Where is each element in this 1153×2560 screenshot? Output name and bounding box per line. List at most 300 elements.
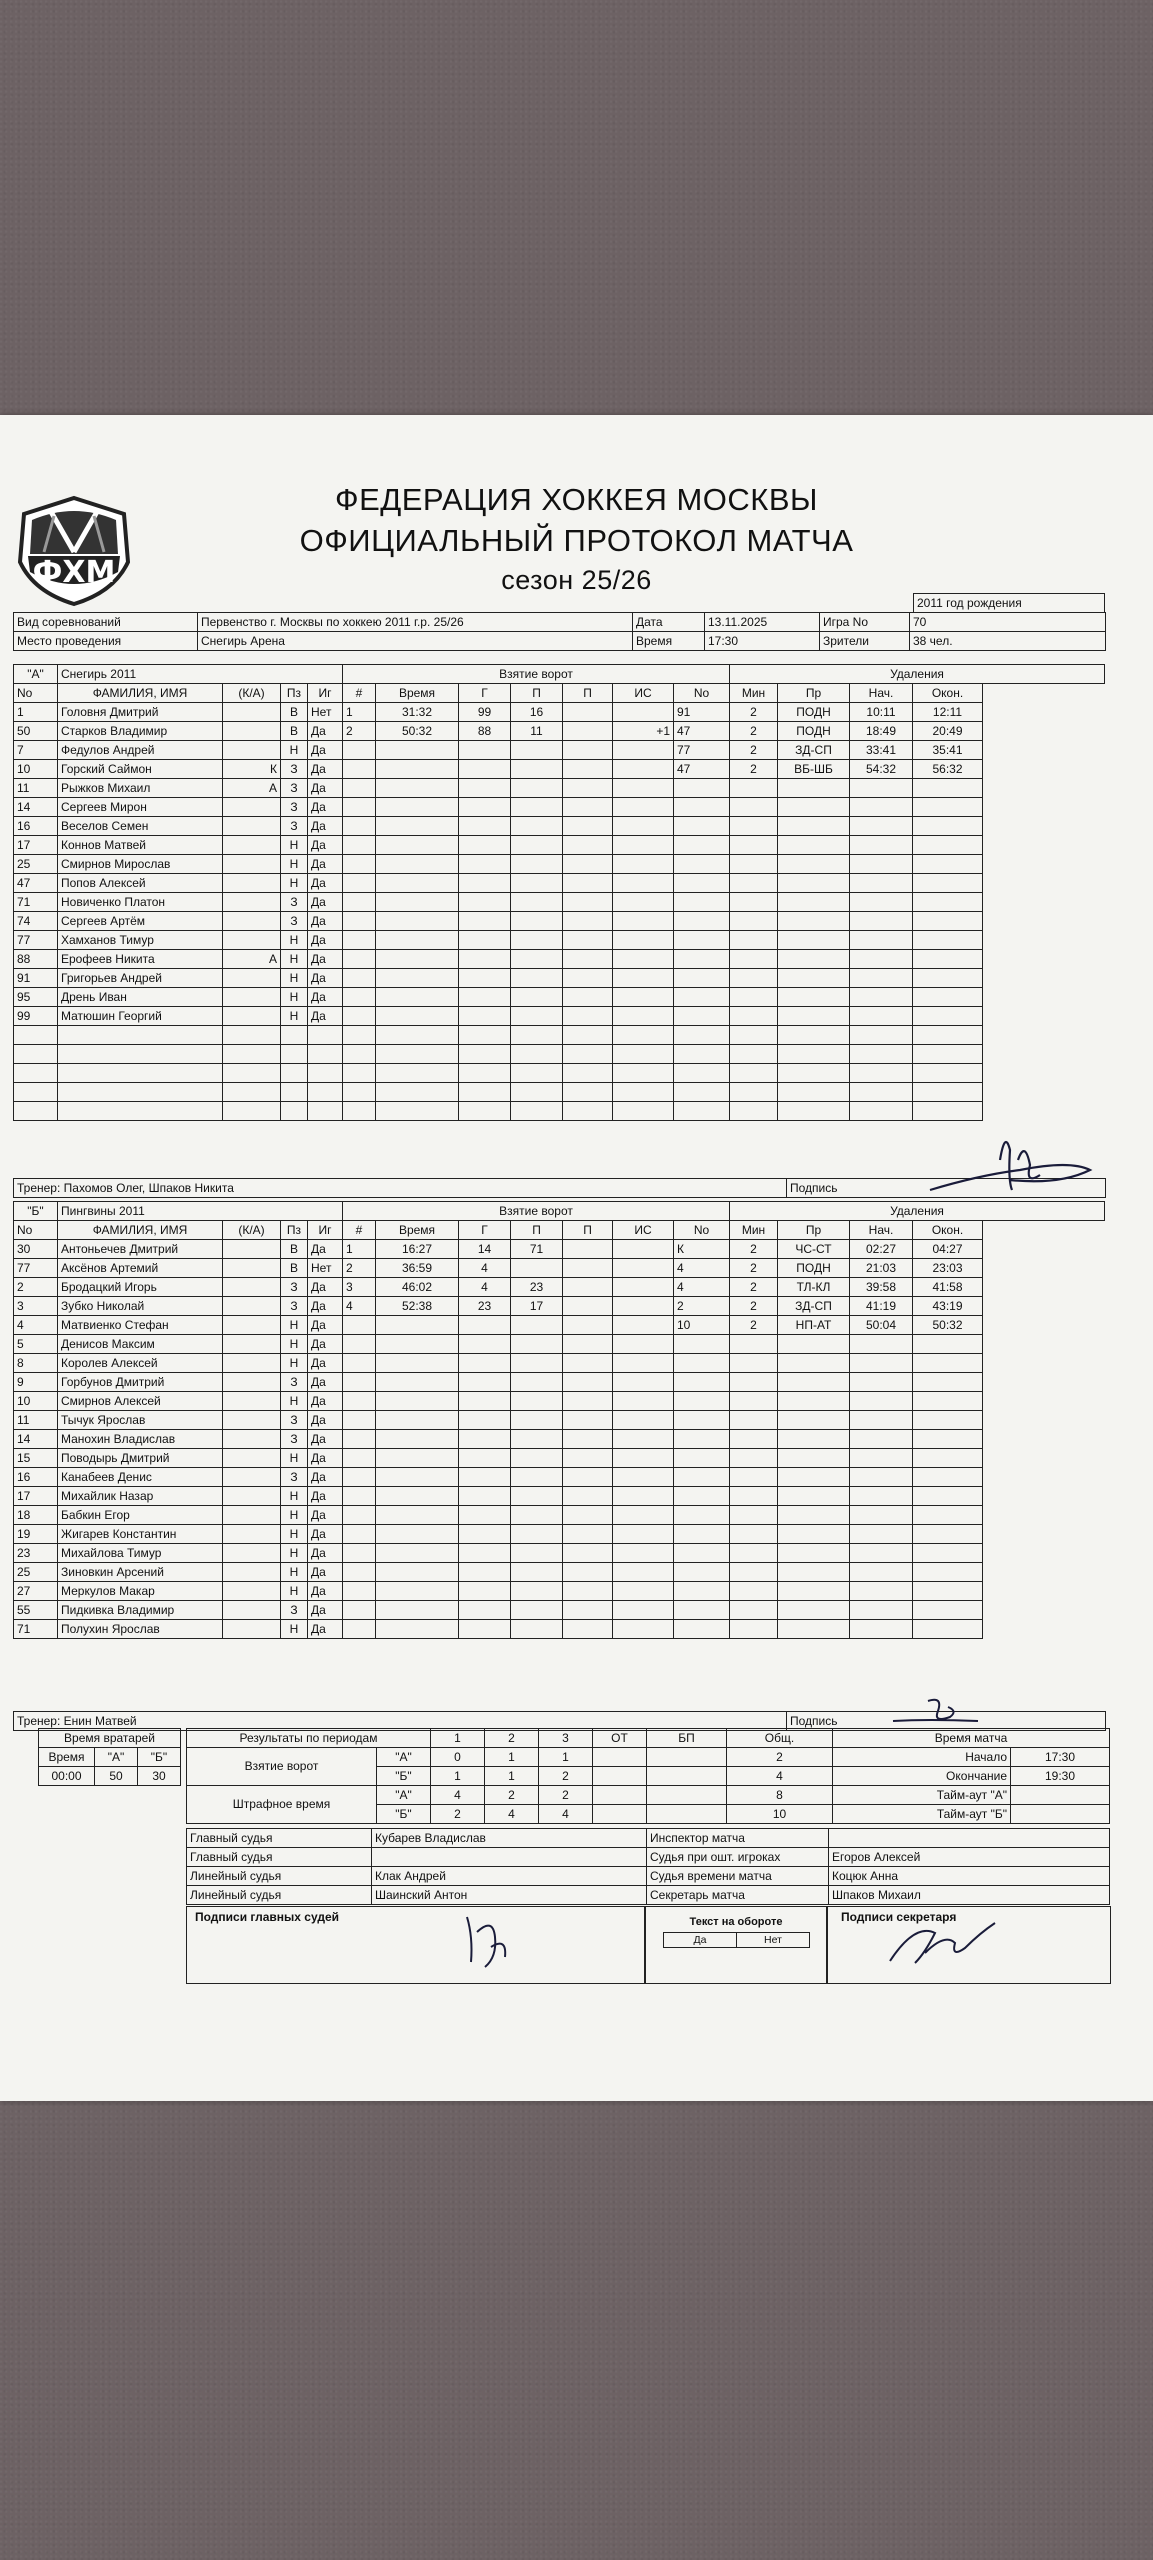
goal-assist-2 <box>563 988 613 1007</box>
penalty-player <box>674 1102 730 1121</box>
penalty-minutes: 2 <box>730 1316 778 1335</box>
penalty-start <box>850 779 913 798</box>
penalty-end <box>913 1373 983 1392</box>
penalty-end <box>913 1026 983 1045</box>
player-name: Сергеев Артём <box>58 912 223 931</box>
player-played <box>308 1064 343 1083</box>
team_b-col-start: Нач. <box>850 1221 913 1240</box>
penalty-end <box>913 893 983 912</box>
goal-scorer <box>459 1468 511 1487</box>
goal-assist-1 <box>511 931 563 950</box>
goal-situation <box>613 1468 674 1487</box>
player-name <box>58 1102 223 1121</box>
penalty-reason <box>778 1487 850 1506</box>
table-row <box>14 1601 1105 1620</box>
main-refs-sign-label: Подписи главных судей <box>195 1910 340 1924</box>
penalty-reason <box>778 1544 850 1563</box>
secretary-value: Шпаков Михаил <box>829 1886 1110 1905</box>
player-name: Бабкин Егор <box>58 1506 223 1525</box>
team_a-col-name: ФАМИЛИЯ, ИМЯ <box>58 684 223 703</box>
player-played: Да <box>308 1240 343 1259</box>
goal-scorer <box>459 969 511 988</box>
player-name: Денисов Максим <box>58 1335 223 1354</box>
meta-table <box>13 612 1106 651</box>
goal-assist-2 <box>563 1563 613 1582</box>
player-position: З <box>281 779 308 798</box>
goal-scorer <box>459 1506 511 1525</box>
player-position: Н <box>281 1392 308 1411</box>
player-position: З <box>281 893 308 912</box>
goal-scorer <box>459 1083 511 1102</box>
player-played: Да <box>308 1373 343 1392</box>
goal-assist-2 <box>563 1601 613 1620</box>
penalty-end <box>913 1506 983 1525</box>
player-name: Королев Алексей <box>58 1354 223 1373</box>
player-position: Н <box>281 874 308 893</box>
player-position: З <box>281 817 308 836</box>
penalty-reason <box>778 1064 850 1083</box>
goal-situation <box>613 1430 674 1449</box>
player-role <box>223 1430 281 1449</box>
goal-no <box>343 1601 376 1620</box>
player-position: В <box>281 1259 308 1278</box>
goal-assist-1 <box>511 1525 563 1544</box>
team_b-col-time: Время <box>376 1221 459 1240</box>
penalty-end: 56:32 <box>913 760 983 779</box>
penalty-player <box>674 855 730 874</box>
player-role <box>223 1297 281 1316</box>
penalty-reason <box>778 1506 850 1525</box>
penalty-end <box>913 931 983 950</box>
penalty-end: 04:27 <box>913 1240 983 1259</box>
penalty-minutes <box>730 1083 778 1102</box>
player-no <box>14 1026 58 1045</box>
penalty-end: 12:11 <box>913 703 983 722</box>
time-value: 17:30 <box>705 632 820 651</box>
player-name: Зубко Николай <box>58 1297 223 1316</box>
penalty-player <box>674 817 730 836</box>
penalty-minutes <box>730 1525 778 1544</box>
goal-assist-2 <box>563 1487 613 1506</box>
penalty-player <box>674 988 730 1007</box>
penalty-minutes <box>730 1544 778 1563</box>
player-position: Н <box>281 931 308 950</box>
goalie-a-label: "А" <box>95 1748 138 1767</box>
team_b-col-g: Г <box>459 1221 511 1240</box>
team_b-col-is: ИС <box>613 1221 674 1240</box>
table-row <box>14 836 1105 855</box>
penalty-start <box>850 1354 913 1373</box>
birth-year-box <box>913 593 1105 613</box>
line-ref-label: Линейный судья <box>187 1867 372 1886</box>
goal-assist-2 <box>563 950 613 969</box>
team_a-col-hash: # <box>343 684 376 703</box>
player-no <box>14 1064 58 1083</box>
goal-situation <box>613 912 674 931</box>
goal-assist-2 <box>563 1278 613 1297</box>
goal-assist-1: 23 <box>511 1278 563 1297</box>
goal-assist-1 <box>511 1563 563 1582</box>
player-played: Нет <box>308 703 343 722</box>
goal-assist-2 <box>563 1373 613 1392</box>
player-no: 27 <box>14 1582 58 1601</box>
goal-time <box>376 931 459 950</box>
penalty-player <box>674 798 730 817</box>
penalty-start <box>850 1487 913 1506</box>
penalty-reason <box>778 855 850 874</box>
goal-assist-2 <box>563 1102 613 1121</box>
player-role <box>223 703 281 722</box>
player-name: Смирнов Алексей <box>58 1392 223 1411</box>
penalty-start <box>850 893 913 912</box>
end-label: Окончание <box>833 1767 1011 1786</box>
player-position: Н <box>281 741 308 760</box>
penalty-reason <box>778 1102 850 1121</box>
line-ref-1: Клак Андрей <box>372 1867 647 1886</box>
penalty-reason: ЧС-СТ <box>778 1240 850 1259</box>
player-played: Да <box>308 798 343 817</box>
player-role <box>223 1601 281 1620</box>
player-position: З <box>281 1601 308 1620</box>
goal-no: 2 <box>343 722 376 741</box>
goal-assist-1 <box>511 1259 563 1278</box>
table-row <box>14 988 1105 1007</box>
main-refs-sign-box <box>186 1906 646 1984</box>
start-value: 17:30 <box>1011 1748 1110 1767</box>
goal-time <box>376 1468 459 1487</box>
player-played: Нет <box>308 1259 343 1278</box>
goal-assist-2 <box>563 1620 613 1639</box>
player-no <box>14 1083 58 1102</box>
penalty-minutes <box>730 836 778 855</box>
penalty-start <box>850 931 913 950</box>
player-no: 5 <box>14 1335 58 1354</box>
goal-no <box>343 1316 376 1335</box>
goal-scorer <box>459 1601 511 1620</box>
goal-assist-2 <box>563 1316 613 1335</box>
goal-time <box>376 1525 459 1544</box>
player-no: 47 <box>14 874 58 893</box>
player-position: Н <box>281 1620 308 1639</box>
player-played: Да <box>308 855 343 874</box>
player-role <box>223 1525 281 1544</box>
player-no: 25 <box>14 855 58 874</box>
penalty-start: 33:41 <box>850 741 913 760</box>
penalty-player <box>674 1525 730 1544</box>
goal-scorer <box>459 1392 511 1411</box>
penalty-end <box>913 1449 983 1468</box>
penalty-end <box>913 1392 983 1411</box>
penalty-minutes <box>730 1411 778 1430</box>
goal-assist-2 <box>563 779 613 798</box>
goal-scorer <box>459 1525 511 1544</box>
goal-assist-1 <box>511 1430 563 1449</box>
player-position: В <box>281 703 308 722</box>
time-label: Время <box>633 632 705 651</box>
player-role <box>223 969 281 988</box>
penalty-minutes: 2 <box>730 722 778 741</box>
player-role <box>223 1392 281 1411</box>
team_b-col-pz: Пз <box>281 1221 308 1240</box>
penalty-end <box>913 1411 983 1430</box>
penalty-player <box>674 779 730 798</box>
penalty-start: 39:58 <box>850 1278 913 1297</box>
table-row <box>14 912 1105 931</box>
player-role <box>223 988 281 1007</box>
table-row <box>14 1102 1105 1121</box>
penalty-start <box>850 1102 913 1121</box>
team_b-goals-title: Взятие ворот <box>343 1202 730 1221</box>
goal-no <box>343 1525 376 1544</box>
table-row <box>14 969 1105 988</box>
player-played: Да <box>308 1563 343 1582</box>
goal-no <box>343 741 376 760</box>
penalty-start <box>850 874 913 893</box>
player-role: А <box>223 950 281 969</box>
goal-time <box>376 1563 459 1582</box>
results-title: Результаты по периодам <box>187 1729 431 1748</box>
team_a-col-pr: Пр <box>778 684 850 703</box>
penalty-start <box>850 1449 913 1468</box>
goalie-time-label: Время <box>39 1748 95 1767</box>
player-position: Н <box>281 988 308 1007</box>
table-row <box>14 1064 1105 1083</box>
penalty-start: 10:11 <box>850 703 913 722</box>
results-row <box>187 1748 833 1767</box>
penalty-minutes: 2 <box>730 703 778 722</box>
match-protocol-sheet <box>0 415 1153 2101</box>
player-position: Н <box>281 950 308 969</box>
penalty-player: 47 <box>674 722 730 741</box>
team_b-letter: "Б" <box>14 1202 58 1221</box>
penalty-player <box>674 1449 730 1468</box>
penalty-player <box>674 931 730 950</box>
start-label: Начало <box>833 1748 1011 1767</box>
penalty-start <box>850 855 913 874</box>
player-played <box>308 1102 343 1121</box>
goal-assist-1 <box>511 1102 563 1121</box>
table-row <box>14 760 1105 779</box>
player-no: 17 <box>14 1487 58 1506</box>
penalty-player <box>674 1045 730 1064</box>
federation-title: ФЕДЕРАЦИЯ ХОККЕЯ МОСКВЫ <box>335 482 818 517</box>
player-played: Да <box>308 988 343 1007</box>
inspector-value <box>829 1829 1110 1848</box>
goal-situation <box>613 1411 674 1430</box>
penalty-minutes <box>730 1335 778 1354</box>
goal-scorer <box>459 1449 511 1468</box>
player-name: Антоньечев Дмитрий <box>58 1240 223 1259</box>
penalty-start <box>850 1083 913 1102</box>
goal-scorer <box>459 1582 511 1601</box>
penalty-minutes: 2 <box>730 760 778 779</box>
penalty-player <box>674 1430 730 1449</box>
goal-time <box>376 1487 459 1506</box>
penalty-start <box>850 1026 913 1045</box>
player-played: Да <box>308 874 343 893</box>
player-no: 30 <box>14 1240 58 1259</box>
player-name: Канабеев Денис <box>58 1468 223 1487</box>
player-played: Да <box>308 912 343 931</box>
penalty-minutes <box>730 874 778 893</box>
player-name <box>58 1045 223 1064</box>
goal-time <box>376 1007 459 1026</box>
goal-scorer: 4 <box>459 1278 511 1297</box>
penalty-start <box>850 1563 913 1582</box>
team_b-col-ig: Иг <box>308 1221 343 1240</box>
goal-scorer <box>459 1354 511 1373</box>
penalty-player: 2 <box>674 1297 730 1316</box>
goal-assist-1 <box>511 893 563 912</box>
table-row <box>14 1083 1105 1102</box>
goal-assist-1 <box>511 760 563 779</box>
goal-no <box>343 1563 376 1582</box>
goal-situation <box>613 1240 674 1259</box>
goal-assist-2 <box>563 912 613 931</box>
player-position: Н <box>281 855 308 874</box>
goal-assist-2 <box>563 1259 613 1278</box>
goal-assist-1 <box>511 741 563 760</box>
penalty-reason <box>778 969 850 988</box>
player-position <box>281 1064 308 1083</box>
goal-assist-2 <box>563 703 613 722</box>
player-played: Да <box>308 950 343 969</box>
player-name: Новиченко Платон <box>58 893 223 912</box>
table-row <box>14 1620 1105 1639</box>
player-played: Да <box>308 1316 343 1335</box>
team_b-col-ka: (К/А) <box>223 1221 281 1240</box>
season-label: сезон 25/26 <box>501 565 652 595</box>
penalty-minutes <box>730 1007 778 1026</box>
reverse-yes: Да <box>664 1933 737 1948</box>
goal-assist-1 <box>511 1411 563 1430</box>
penalty-end <box>913 1468 983 1487</box>
penalty-end: 35:41 <box>913 741 983 760</box>
penalty-reason <box>778 779 850 798</box>
goal-no: 2 <box>343 1259 376 1278</box>
penalty-minutes <box>730 779 778 798</box>
player-no: 50 <box>14 722 58 741</box>
player-played: Да <box>308 779 343 798</box>
main-ref-2 <box>372 1848 647 1867</box>
penalty-start <box>850 1045 913 1064</box>
table-row <box>14 1026 1105 1045</box>
goal-scorer <box>459 1045 511 1064</box>
goal-assist-2 <box>563 855 613 874</box>
player-played: Да <box>308 817 343 836</box>
penalty-end: 50:32 <box>913 1316 983 1335</box>
player-no: 91 <box>14 969 58 988</box>
goal-assist-1 <box>511 1335 563 1354</box>
goal-situation <box>613 760 674 779</box>
team_b-penalties-title: Удаления <box>730 1202 1105 1221</box>
inspector-label: Инспектор матча <box>647 1829 829 1848</box>
penalty-reason <box>778 874 850 893</box>
penalty-player <box>674 1487 730 1506</box>
goal-situation <box>613 855 674 874</box>
player-role <box>223 1544 281 1563</box>
goal-assist-2 <box>563 969 613 988</box>
goal-assist-2 <box>563 1525 613 1544</box>
results-value: 1 <box>485 1748 539 1767</box>
table-row <box>14 1487 1105 1506</box>
penalty-reason <box>778 1354 850 1373</box>
timeout-b-label: Тайм-аут "Б" <box>833 1805 1011 1824</box>
player-role <box>223 1487 281 1506</box>
goal-scorer <box>459 950 511 969</box>
goal-scorer: 4 <box>459 1259 511 1278</box>
goal-assist-1 <box>511 1449 563 1468</box>
player-name: Старков Владимир <box>58 722 223 741</box>
penalty-start <box>850 1373 913 1392</box>
penalty-end <box>913 1102 983 1121</box>
reverse-yes-no <box>663 1932 810 1948</box>
penalty-reason: ПОДН <box>778 722 850 741</box>
goal-no <box>343 1506 376 1525</box>
results-value <box>647 1767 727 1786</box>
results-team: "Б" <box>377 1805 431 1824</box>
goal-assist-2 <box>563 741 613 760</box>
goal-situation <box>613 1544 674 1563</box>
goal-no <box>343 893 376 912</box>
results-value: 4 <box>727 1767 833 1786</box>
team_b-col-p2: П <box>563 1221 613 1240</box>
goal-time <box>376 912 459 931</box>
penalty-reason <box>778 1563 850 1582</box>
penalty-start <box>850 1007 913 1026</box>
goal-assist-2 <box>563 1354 613 1373</box>
penalty-minutes <box>730 912 778 931</box>
table-row <box>14 703 1105 722</box>
penalty-minutes: 2 <box>730 1240 778 1259</box>
team_b-col-pen-no: No <box>674 1221 730 1240</box>
table-row <box>14 779 1105 798</box>
team_a-col-pen-no: No <box>674 684 730 703</box>
player-role <box>223 912 281 931</box>
team_a-table <box>13 664 1105 1121</box>
penalty-reason <box>778 1392 850 1411</box>
player-played: Да <box>308 1411 343 1430</box>
team_a-col-no: No <box>14 684 58 703</box>
goal-situation: +1 <box>613 722 674 741</box>
player-played: Да <box>308 1544 343 1563</box>
results-value: 4 <box>431 1786 485 1805</box>
penalty-minutes <box>730 931 778 950</box>
team_a-col-p2: П <box>563 684 613 703</box>
penalty-start <box>850 1620 913 1639</box>
player-position: Н <box>281 1525 308 1544</box>
player-no: 77 <box>14 931 58 950</box>
team_b-table <box>13 1201 1105 1639</box>
goal-assist-1 <box>511 779 563 798</box>
goal-assist-1 <box>511 1064 563 1083</box>
goal-assist-2 <box>563 1506 613 1525</box>
player-name: Горский Саймон <box>58 760 223 779</box>
player-role <box>223 1620 281 1639</box>
table-row <box>14 1563 1105 1582</box>
goal-time <box>376 855 459 874</box>
goal-no <box>343 1373 376 1392</box>
goal-assist-2 <box>563 836 613 855</box>
goal-assist-1 <box>511 950 563 969</box>
goal-situation <box>613 1102 674 1121</box>
player-position: Н <box>281 1449 308 1468</box>
penalty-minutes <box>730 855 778 874</box>
player-position: В <box>281 722 308 741</box>
penalty-player: 77 <box>674 741 730 760</box>
player-no: 19 <box>14 1525 58 1544</box>
penalty-end <box>913 836 983 855</box>
